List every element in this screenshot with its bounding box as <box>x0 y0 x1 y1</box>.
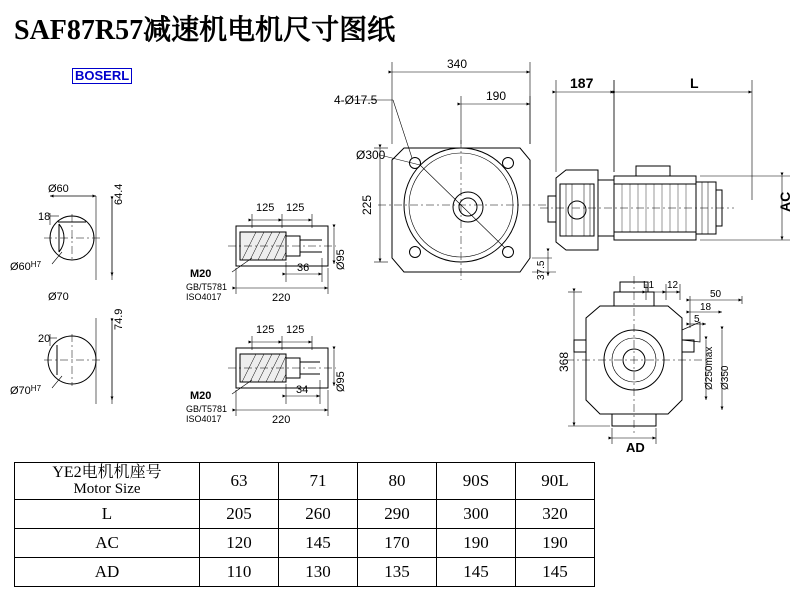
label-125-a1: 125 <box>256 202 275 214</box>
label-gb-a: GB/T5781 <box>186 282 228 292</box>
table-header-label-en: Motor Size <box>73 481 141 497</box>
cell-AC-90L: 190 <box>516 529 595 558</box>
label-225: 225 <box>360 194 374 215</box>
label-187: 187 <box>570 75 594 91</box>
label-125-b2: 125 <box>286 324 305 336</box>
motor-size-table <box>14 462 595 587</box>
label-iso-a: ISO4017 <box>186 292 222 302</box>
label-20: 20 <box>38 333 51 345</box>
table-header-label <box>15 463 200 500</box>
cell-L-80: 290 <box>358 500 437 529</box>
cell-AD-80: 135 <box>358 558 437 587</box>
table-header-size-1: 71 <box>279 463 358 500</box>
table-header-size-0: 63 <box>200 463 279 500</box>
cell-AC-71: 145 <box>279 529 358 558</box>
label-d95-a: Ø95 <box>335 249 347 270</box>
label-d70: Ø70 <box>48 291 69 303</box>
label-AD: AD <box>626 440 645 455</box>
table-row <box>15 500 595 529</box>
cell-L-90S: 300 <box>437 500 516 529</box>
label-368: 368 <box>557 351 571 372</box>
label-d70h7: $Ø70^{H7}$ <box>10 384 42 397</box>
cell-AD-63: 110 <box>200 558 279 587</box>
label-34: 34 <box>296 384 309 396</box>
label-iso-b: ISO4017 <box>186 414 222 424</box>
cell-L-71: 260 <box>279 500 358 529</box>
cell-AC-80: 170 <box>358 529 437 558</box>
label-m20-b: M20 <box>190 390 212 402</box>
cell-L-90L: 320 <box>516 500 595 529</box>
cell-AD-71: 130 <box>279 558 358 587</box>
label-holes: 4-Ø17.5 <box>334 93 378 107</box>
row-label-AD: AD <box>15 558 200 587</box>
table-header-size-3: 90S <box>437 463 516 500</box>
page-title: SAF87R57减速机电机尺寸图纸 <box>14 15 396 46</box>
label-d250: Ø250max <box>704 346 715 390</box>
label-d95-b: Ø95 <box>335 371 347 392</box>
label-36: 36 <box>297 262 310 274</box>
label-64-4: 64.4 <box>113 183 125 205</box>
table-header-label-cn: YE2电机机座号 <box>52 464 162 481</box>
table-row <box>15 558 595 587</box>
row-label-AC: AC <box>15 529 200 558</box>
label-d350: Ø350 <box>720 365 731 390</box>
label-220-b: 220 <box>272 414 291 426</box>
label-L1: L1 <box>643 280 655 291</box>
label-d60: Ø60 <box>48 183 69 195</box>
label-AC: AC <box>777 191 793 212</box>
label-L: L <box>690 75 699 91</box>
table-header-size-4: 90L <box>516 463 595 500</box>
label-d300: Ø300 <box>356 148 386 162</box>
label-74-9: 74.9 <box>113 308 125 330</box>
cell-AD-90L: 145 <box>516 558 595 587</box>
label-125-a2: 125 <box>286 202 305 214</box>
label-18: 18 <box>38 211 51 223</box>
table-header-size-2: 80 <box>358 463 437 500</box>
label-12: 12 <box>667 280 679 291</box>
cell-L-63: 205 <box>200 500 279 529</box>
brand-logo: BOSERL <box>72 68 132 84</box>
label-m20-a: M20 <box>190 268 212 280</box>
label-37-5: 37.5 <box>536 260 547 280</box>
label-340: 340 <box>447 57 468 71</box>
cell-AC-90S: 190 <box>437 529 516 558</box>
cell-AD-90S: 145 <box>437 558 516 587</box>
label-18b: 18 <box>700 302 712 313</box>
label-50: 50 <box>710 289 722 300</box>
table-row <box>15 529 595 558</box>
cell-AC-63: 120 <box>200 529 279 558</box>
label-220-a: 220 <box>272 292 291 304</box>
row-label-L: L <box>15 500 200 529</box>
table-header-row <box>15 463 595 500</box>
label-d60h7: $Ø60^{H7}$ <box>10 260 42 273</box>
label-5: 5 <box>694 314 700 325</box>
label-125-b1: 125 <box>256 324 275 336</box>
label-gb-b: GB/T5781 <box>186 404 228 414</box>
label-190: 190 <box>486 89 507 103</box>
